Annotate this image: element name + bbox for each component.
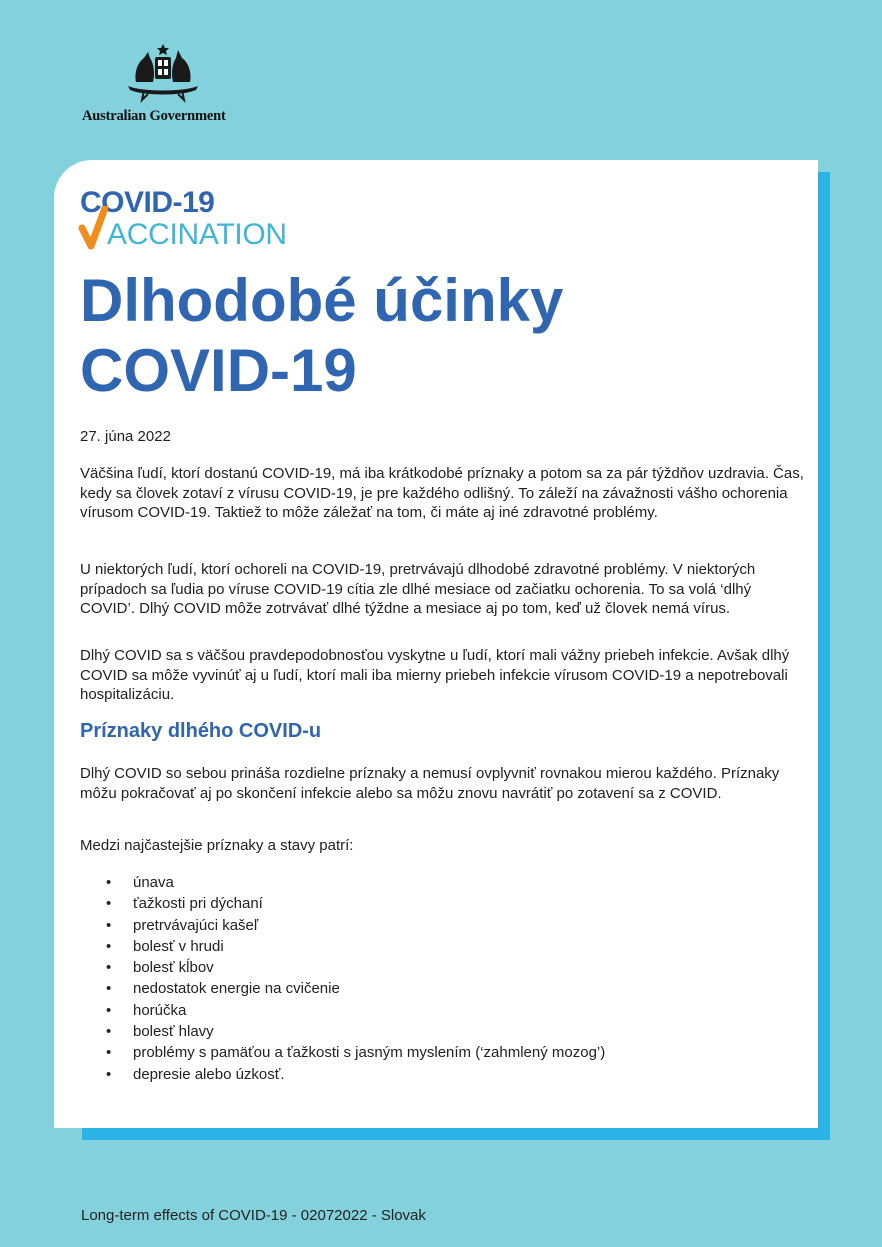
list-item: • pretrvávajúci kašeľ (106, 915, 605, 936)
title-line-2: COVID-19 (80, 337, 357, 404)
symptoms-intro-paragraph: Dlhý COVID so sebou prináša rozdielne príznaky a nemusí ovplyvniť rovnakou mierou každého. Príznaky môžu pokračovať aj po skončení infekcie alebo sa môžu znovu navrátiť po zotavení sa z COVID. (80, 765, 780, 802)
intro-paragraph: Väčšina ľudí, ktorí dostanú COVID-19, má iba krátkodobé príznaky a potom sa za pár týždňov uzdravia. Čas, kedy sa človek zotaví z vírusu COVID-19, je pre každého odlišný. To záleží na závažnosti vášho ochorenia vírusom COVID-19. Taktiež to môže záležať na tom, či máte aj iné zdravotné problémy. (80, 465, 804, 521)
list-item: • problémy s pamäťou a ťažkosti s jasným myslením (‘zahmlený mozog’) (106, 1042, 605, 1063)
section-heading: Príznaky dlhého COVID-u (80, 720, 322, 742)
logo-line-1: COVID-19 (80, 186, 215, 219)
symptoms-lead-paragraph: Medzi najčastejšie príznaky a stavy patrí: (80, 837, 354, 854)
list-item: • bolesť v hrudi (106, 936, 605, 957)
list-item: • ťažkosti pri dýchaní (106, 893, 605, 914)
logo-line-2: ACCINATION (107, 218, 287, 251)
coat-of-arms-icon (122, 42, 204, 104)
footer-text: Long-term effects of COVID-19 - 02072022 - Slovak (81, 1207, 426, 1224)
list-item: • depresie alebo úzkosť. (106, 1064, 605, 1085)
symptoms-list (106, 872, 605, 1085)
long-covid-paragraph: U niektorých ľudí, ktorí ochoreli na COVID-19, pretrvávajú dlhodobé zdravotné problémy. V niektorých prípadoch sa ľudia po víruse COVID-19 cítia zle dlhé mesiace od začiatku ochorenia. To sa volá ‘dlhý COVID’. Dlhý COVID môže zotrvávať dlhé týždne a mesiace aj po tom, keď už človek nemá vírus. (80, 561, 756, 617)
page-title (80, 266, 563, 406)
government-branding (82, 42, 252, 128)
publication-date: 27. júna 2022 (80, 428, 171, 445)
covid-vaccination-logo (80, 186, 330, 252)
title-line-1: Dlhodobé účinky (80, 267, 564, 334)
list-item: • horúčka (106, 1000, 605, 1021)
list-item: • únava (106, 872, 605, 893)
content-card (54, 160, 818, 1128)
government-name: Australian Government (82, 108, 226, 124)
list-item: • bolesť hlavy (106, 1021, 605, 1042)
risk-paragraph: Dlhý COVID sa s väčšou pravdepodobnosťou vyskytne u ľudí, ktorí mali vážny priebeh infekcie. Avšak dlhý COVID sa môže vyvinúť aj u ľudí, ktorí mali iba mierny priebeh infekcie vírusom COVID-19 a nepotrebovali hospitalizáciu. (80, 647, 790, 703)
list-item: • nedostatok energie na cvičenie (106, 978, 605, 999)
list-item: • bolesť kĺbov (106, 957, 605, 978)
